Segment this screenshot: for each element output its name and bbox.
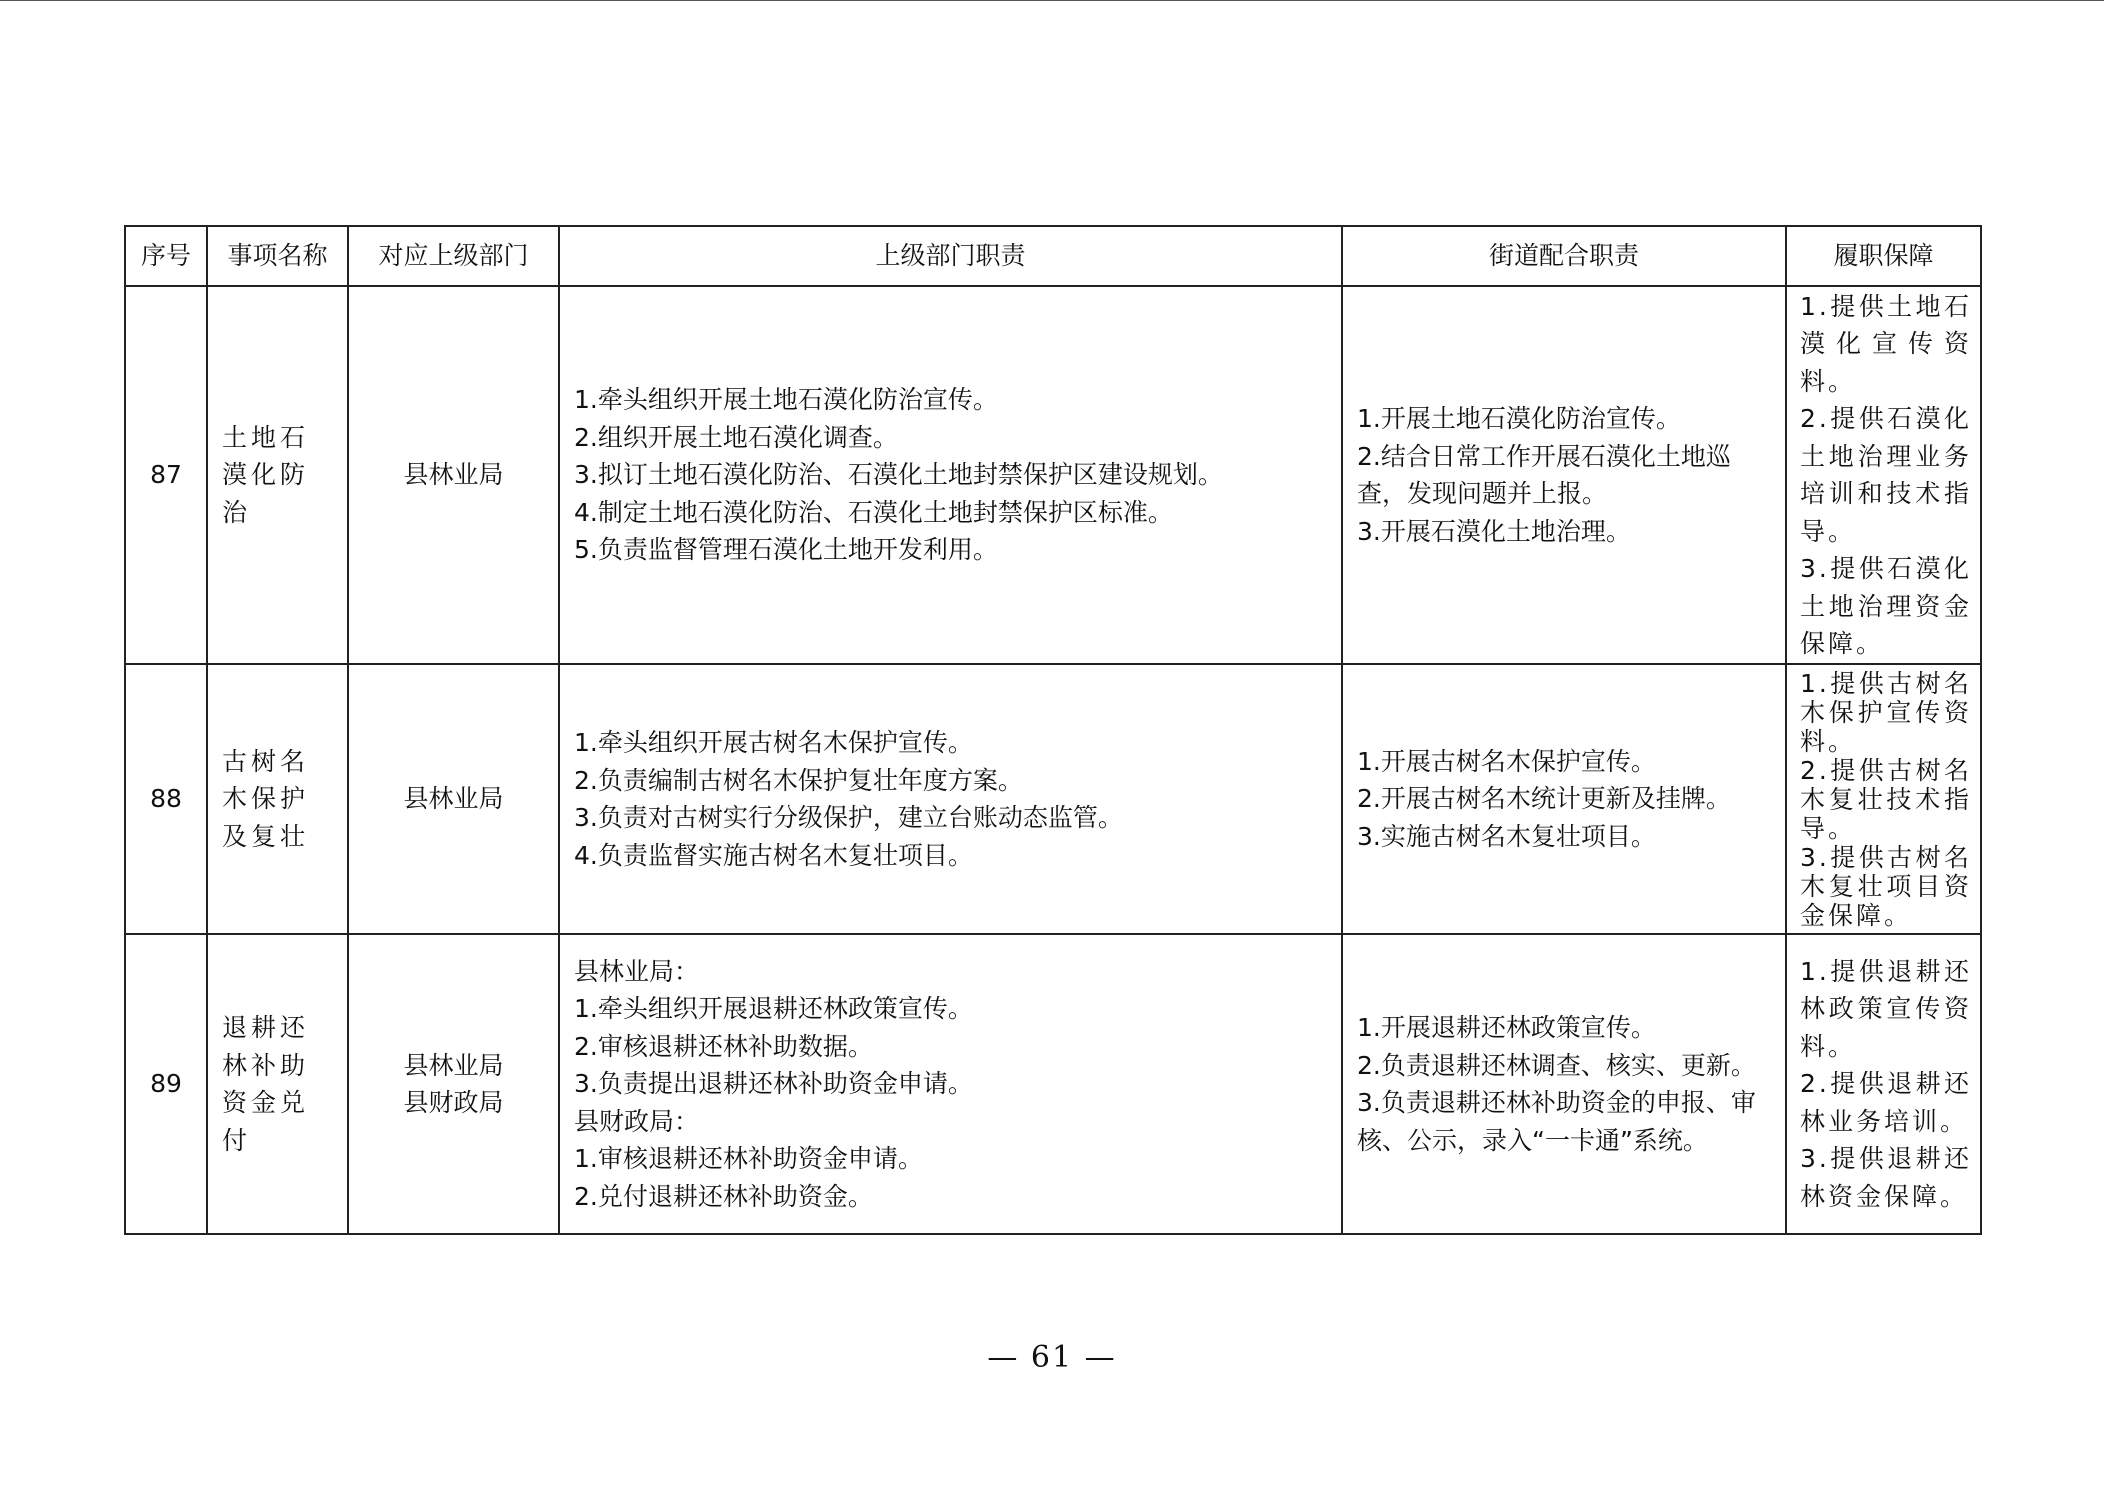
upper-duty-line: 县财政局： — [574, 1106, 700, 1136]
duty-table — [124, 225, 1982, 1235]
upper-duty-line: 3.拟订土地石漠化防治、石漠化土地封禁保护区建设规划。 — [574, 460, 1223, 490]
upper-duty-line: 3.负责提出退耕还林补助资金申请。 — [574, 1069, 973, 1099]
upper-duty-line: 2.审核退耕还林补助数据。 — [574, 1031, 873, 1061]
guarantee-cell — [1786, 286, 1981, 664]
guarantee-item: 3.提供石漠化土地治理资金保障。 — [1800, 554, 1972, 658]
upper-duty-line: 4.制定土地石漠化防治、石漠化土地封禁保护区标准。 — [574, 497, 1173, 527]
street-duty-line: 3.开展石漠化土地治理。 — [1357, 516, 1631, 546]
street-duty-line: 1.开展古树名木保护宣传。 — [1357, 746, 1656, 776]
upper-duty-line: 2.组织开展土地石漠化调查。 — [574, 422, 898, 452]
guarantee-cell — [1786, 664, 1981, 934]
row-number: 89 — [125, 934, 207, 1234]
upper-duties-cell — [559, 934, 1342, 1234]
item-name: 古树名木保护及复壮 — [222, 746, 310, 851]
item-name-cell — [207, 286, 348, 664]
guarantee-item: 2.提供退耕还林业务培训。 — [1800, 1069, 1972, 1136]
street-duty-line: 1.开展土地石漠化防治宣传。 — [1357, 404, 1681, 433]
header-number: 序号 — [125, 226, 207, 286]
header-street-duties: 街道配合职责 — [1342, 226, 1786, 286]
page-number: — 61 — — [987, 1340, 1117, 1375]
header-department: 对应上级部门 — [348, 226, 559, 286]
upper-duties-cell — [559, 286, 1342, 664]
item-name-cell — [207, 664, 348, 934]
street-duty-line: 2.开展古树名木统计更新及挂牌。 — [1357, 784, 1731, 814]
row-number: 87 — [125, 286, 207, 664]
guarantee-item: 1.提供古树名木保护宣传资料。 — [1800, 668, 1972, 756]
upper-duty-line: 1.牵头组织开展古树名木保护宣传。 — [574, 728, 973, 757]
street-duty-line: 3.实施古树名木复壮项目。 — [1357, 821, 1656, 851]
guarantee-item: 2.提供古树名木复壮技术指导。 — [1800, 755, 1972, 843]
upper-duties-cell — [559, 664, 1342, 934]
upper-duty-line: 5.负责监督管理石漠化土地开发利用。 — [574, 535, 998, 565]
street-duty-line: 1.开展退耕还林政策宣传。 — [1357, 1013, 1656, 1042]
department-name: 县财政局 — [403, 1088, 504, 1117]
upper-duty-line: 1.牵头组织开展土地石漠化防治宣传。 — [574, 385, 998, 415]
guarantee-item: 3.提供退耕还林资金保障。 — [1800, 1144, 1972, 1211]
upper-duty-line: 3.负责对古树实行分级保护，建立台账动态监管。 — [574, 803, 1123, 832]
upper-duty-line: 2.兑付退耕还林补助资金。 — [574, 1181, 873, 1211]
table-row — [125, 664, 1981, 934]
guarantee-item: 2.提供石漠化土地治理业务培训和技术指导。 — [1800, 404, 1972, 546]
street-duties-cell — [1342, 286, 1786, 664]
item-name: 土地石漠化防治 — [222, 422, 310, 527]
upper-duty-line: 县林业局： — [574, 956, 700, 986]
street-duties-cell — [1342, 664, 1786, 934]
street-duties-cell — [1342, 934, 1786, 1234]
department-name: 县林业局 — [403, 1050, 504, 1080]
upper-duty-line: 4.负责监督实施古树名木复壮项目。 — [574, 840, 973, 870]
department-name: 县林业局 — [403, 460, 504, 490]
street-duty-line: 2.结合日常工作开展石漠化土地巡查，发现问题并上报。 — [1357, 441, 1731, 508]
guarantee-cell — [1786, 934, 1981, 1234]
department-name: 县林业局 — [403, 784, 504, 814]
table-header-row — [125, 226, 1981, 286]
upper-duty-line: 1.牵头组织开展退耕还林政策宣传。 — [574, 994, 973, 1024]
header-guarantees: 履职保障 — [1786, 226, 1981, 286]
guarantee-item: 1.提供退耕还林政策宣传资料。 — [1800, 956, 1972, 1061]
table-row — [125, 286, 1981, 664]
department-cell — [348, 664, 559, 934]
street-duty-line: 3.负责退耕还林补助资金的申报、审核、公示，录入“一卡通”系统。 — [1357, 1088, 1756, 1155]
street-duty-line: 2.负责退耕还林调查、核实、更新。 — [1357, 1050, 1756, 1080]
header-upper-duties: 上级部门职责 — [559, 226, 1342, 286]
department-cell — [348, 934, 559, 1234]
item-name: 退耕还林补助资金兑付 — [222, 1013, 310, 1155]
item-name-cell — [207, 934, 348, 1234]
guarantee-item: 1.提供土地石漠化宣传资料。 — [1800, 291, 1972, 396]
guarantee-item: 3.提供古树名木复壮项目资金保障。 — [1800, 842, 1972, 930]
header-item-name: 事项名称 — [207, 226, 348, 286]
page-top-border — [0, 0, 2104, 1]
upper-duty-line: 2.负责编制古树名木保护复壮年度方案。 — [574, 765, 1023, 795]
upper-duty-line: 1.审核退耕还林补助资金申请。 — [574, 1144, 923, 1174]
table-row — [125, 934, 1981, 1234]
row-number: 88 — [125, 664, 207, 934]
department-cell — [348, 286, 559, 664]
